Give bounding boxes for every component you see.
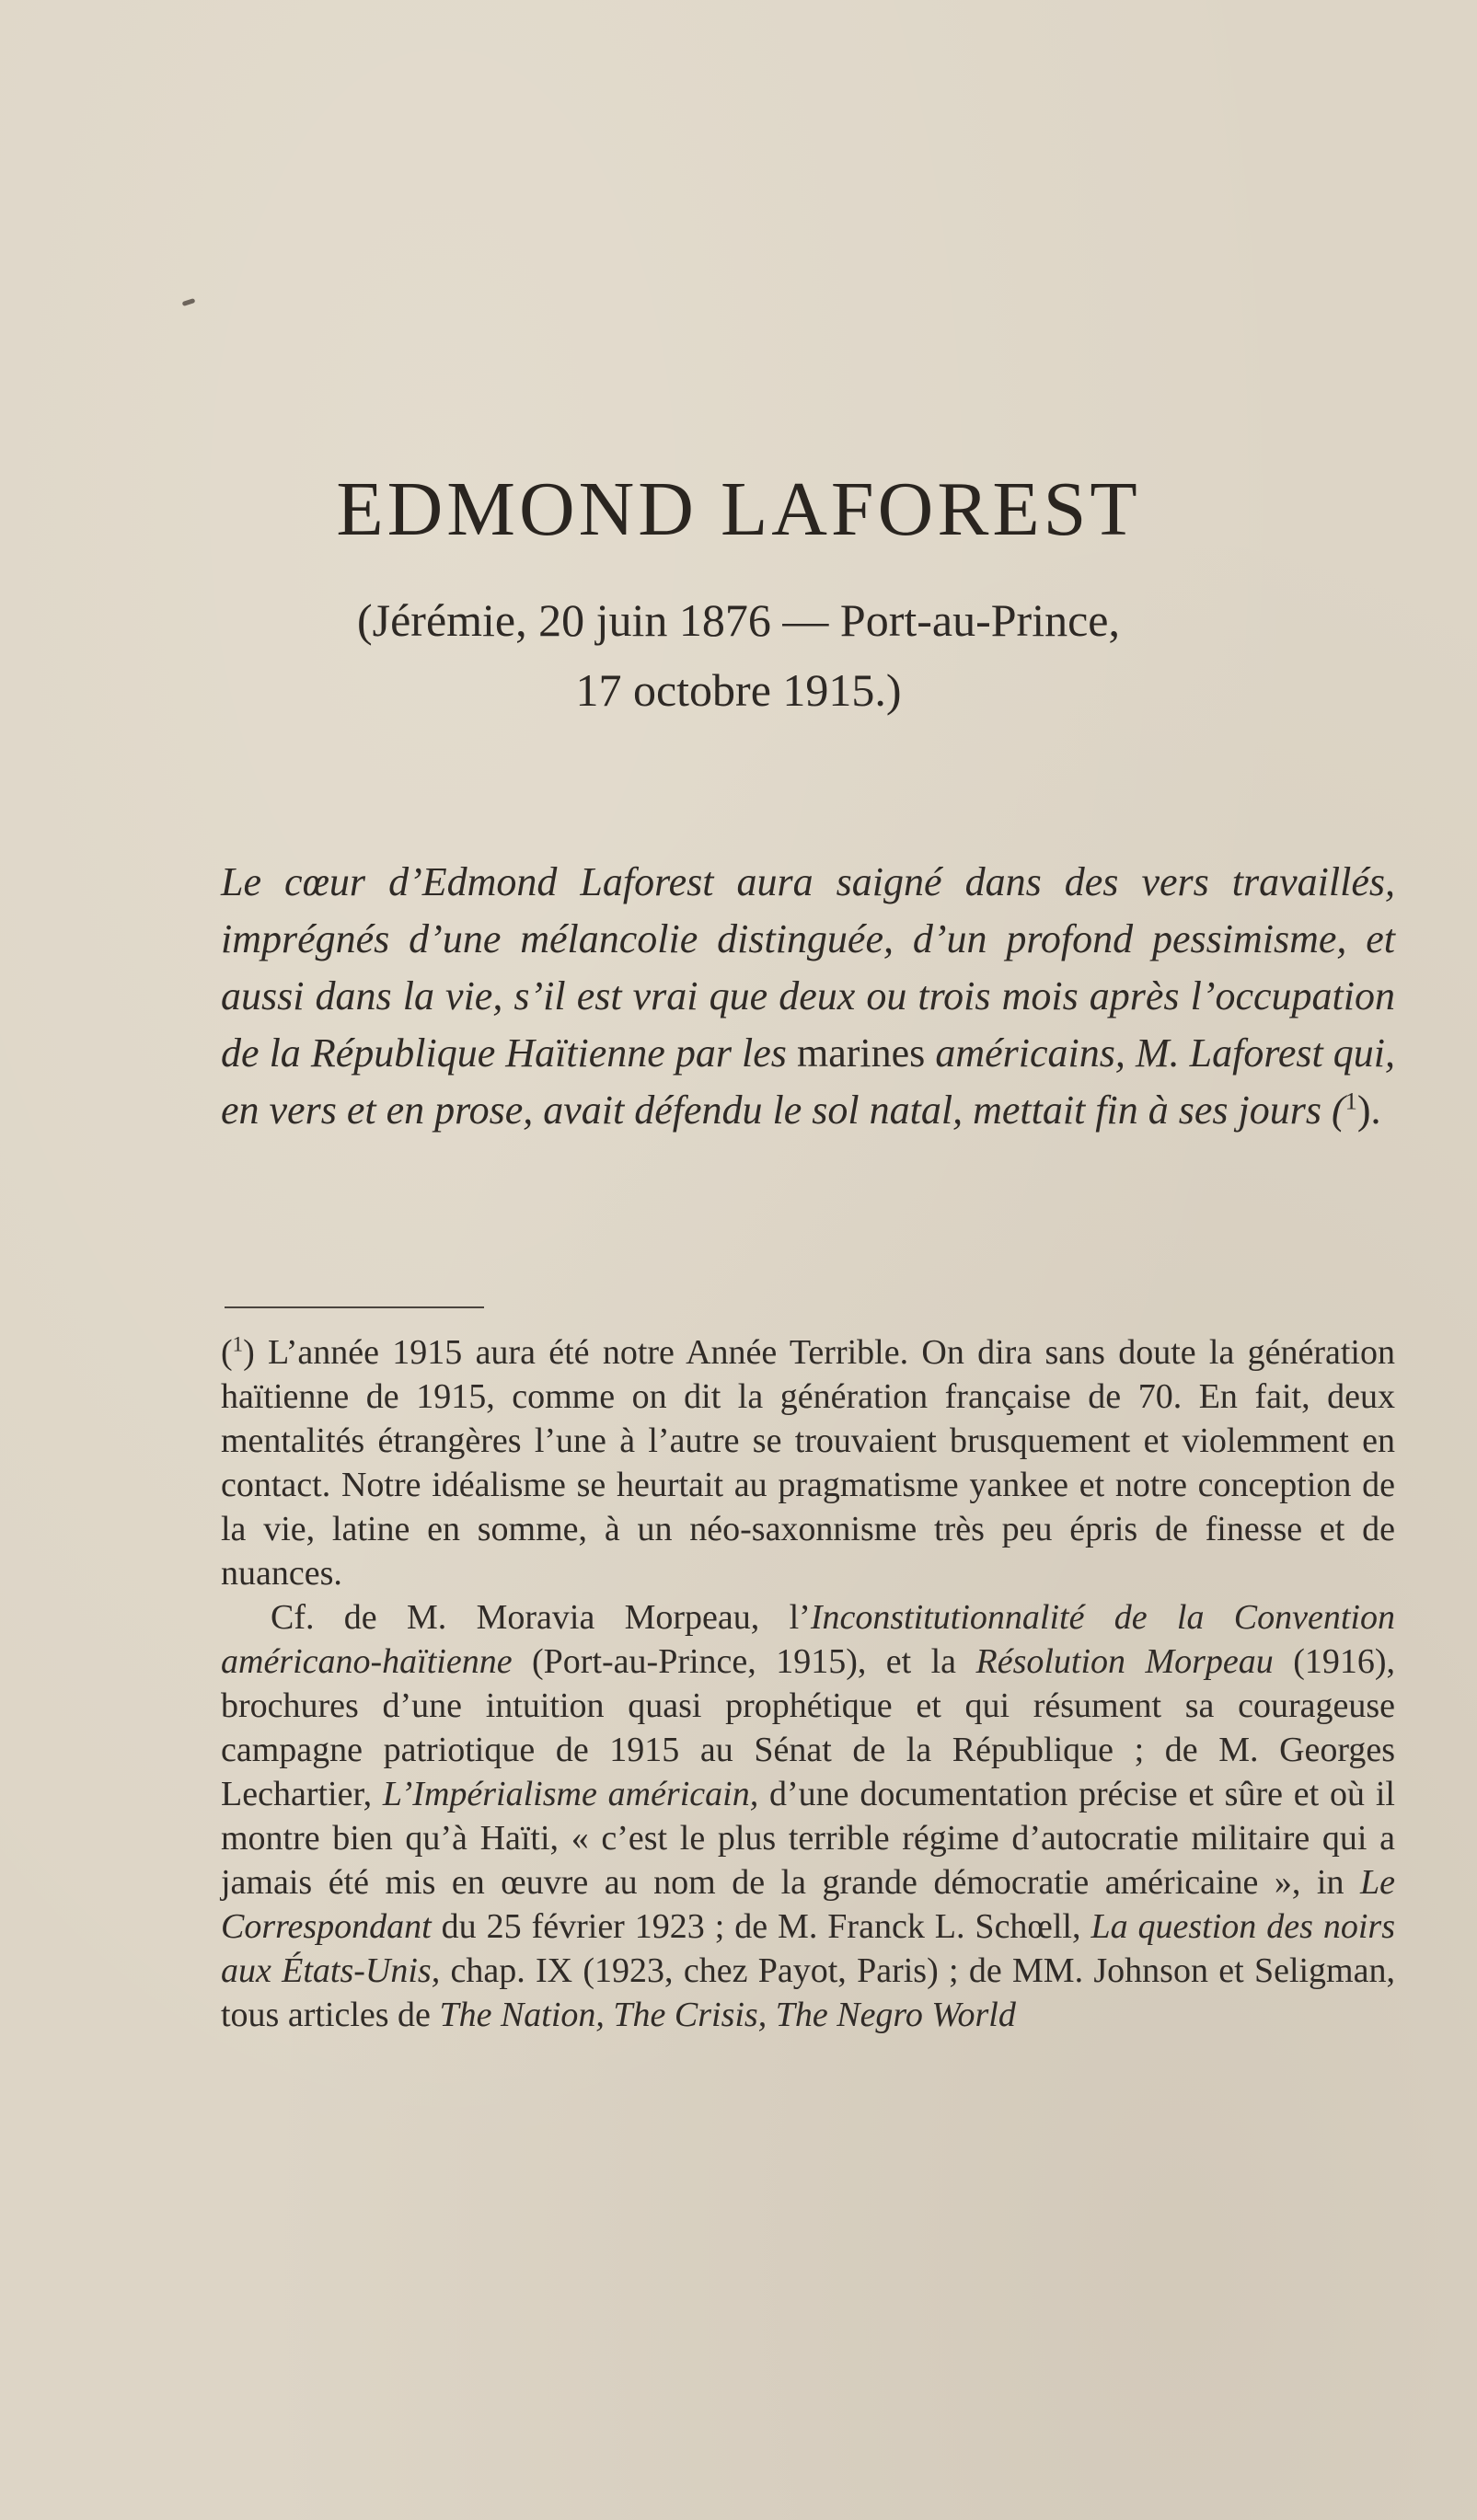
intro-part-1: Le cœur d’Edmond Laforest aura saigné dans des vers travaillés, imprégnés d’une mélancolie distinguée, d’un profond pessimisme, et aussi dans la vie, s’il est vrai que deux ou trois mois après l’occupation de la République Haïtienne par les [221, 859, 1395, 1076]
cf-title-correspondant: Le Correspondant [221, 1863, 1395, 1946]
footnote-text-1: L’année 1915 aura été notre Année Terrible. On dira sans doute la génération haïtienne de 1915, comme on dit la génération française de 70. En fait, deux mentalités étrangères l’une à l’autre se trouvaient brusquement et violemment en contact. Notre idéalisme se heurtait au pragmatisme yankee et notre conception de la vie, latine en somme, à un néo-saxonnisme très peu épris de finesse et de nuances. [221, 1333, 1395, 1593]
cf-text-c: (Port-au-Prince, 1915), et la [512, 1642, 976, 1681]
cf-text-a: Cf. de M. Moravia Morpeau, l’ [271, 1598, 811, 1637]
cf-title-question-noirs: La question des noirs aux États-Unis, [221, 1907, 1395, 1990]
ink-speck [182, 298, 196, 306]
footnote-reference: 1 [1344, 1087, 1357, 1115]
footnote-paragraph-2 [221, 1595, 1395, 2037]
life-dates [0, 585, 1477, 725]
footnote [221, 1330, 1395, 2037]
intro-part-3: ). [1356, 1087, 1381, 1133]
cf-title-imperialisme: L’Impérialisme américain, [382, 1775, 759, 1813]
cf-text-i: du 25 février 1923 ; de M. Franck L. Schœll, [431, 1907, 1091, 1946]
footnote-paragraph-1: ($^1$) L’année 1915 aura été notre Année Terrible. On dira sans doute la génération haïtienne de 1915, comme on dit la génération française de 70. En fait, deux mentalités étrangères l’une à l’autre se trouvaient brusquement et violemment en contact. Notre idéalisme se heurtait au pragmatisme yankee et notre conception de la vie, latine en somme, à un néo-saxonnisme très peu épris de finesse et de nuances. [221, 1332, 1395, 1593]
cf-title-inconstitutionnalite: Inconstitutionnalité de la Convention américano-haïtienne [221, 1598, 1395, 1681]
footnote-divider [225, 1306, 484, 1308]
intro-part-2: américains, M. Laforest qui, en vers et en prose, avait défendu le sol natal, mettait fin à ses jours ( [221, 1030, 1396, 1133]
dates-line-2: 17 octobre 1915.) [575, 664, 902, 716]
cf-title-journals: The Nation, The Crisis, The Negro World [439, 1996, 1016, 2034]
footnote-marker: 1 [232, 1332, 244, 1356]
intro-roman-word: marines [797, 1030, 926, 1076]
cf-text-k: chap. IX (1923, chez Payot, Paris) ; de MM. Johnson et Seligman, tous articles de [221, 1951, 1395, 2034]
dates-line-1: (Jérémie, 20 juin 1876 — Port-au-Prince, [357, 594, 1120, 646]
cf-text-g: d’une documentation précise et sûre et où il montre bien qu’à Haïti, « c’est le plus terrible régime d’autocratie militaire qui a jamais été mis en œuvre au nom de la grande démocratie américaine », in [221, 1775, 1395, 1902]
intro-paragraph [221, 854, 1395, 1139]
cf-title-resolution: Résolution Morpeau [975, 1642, 1274, 1681]
page-title: EDMOND LAFOREST [336, 466, 1141, 552]
cf-text-e: (1916), brochures d’une intuition quasi prophétique et qui résument sa courageuse campagne patriotique de 1915 au Sénat de la République ; de M. Georges Lechartier, [221, 1642, 1395, 1813]
